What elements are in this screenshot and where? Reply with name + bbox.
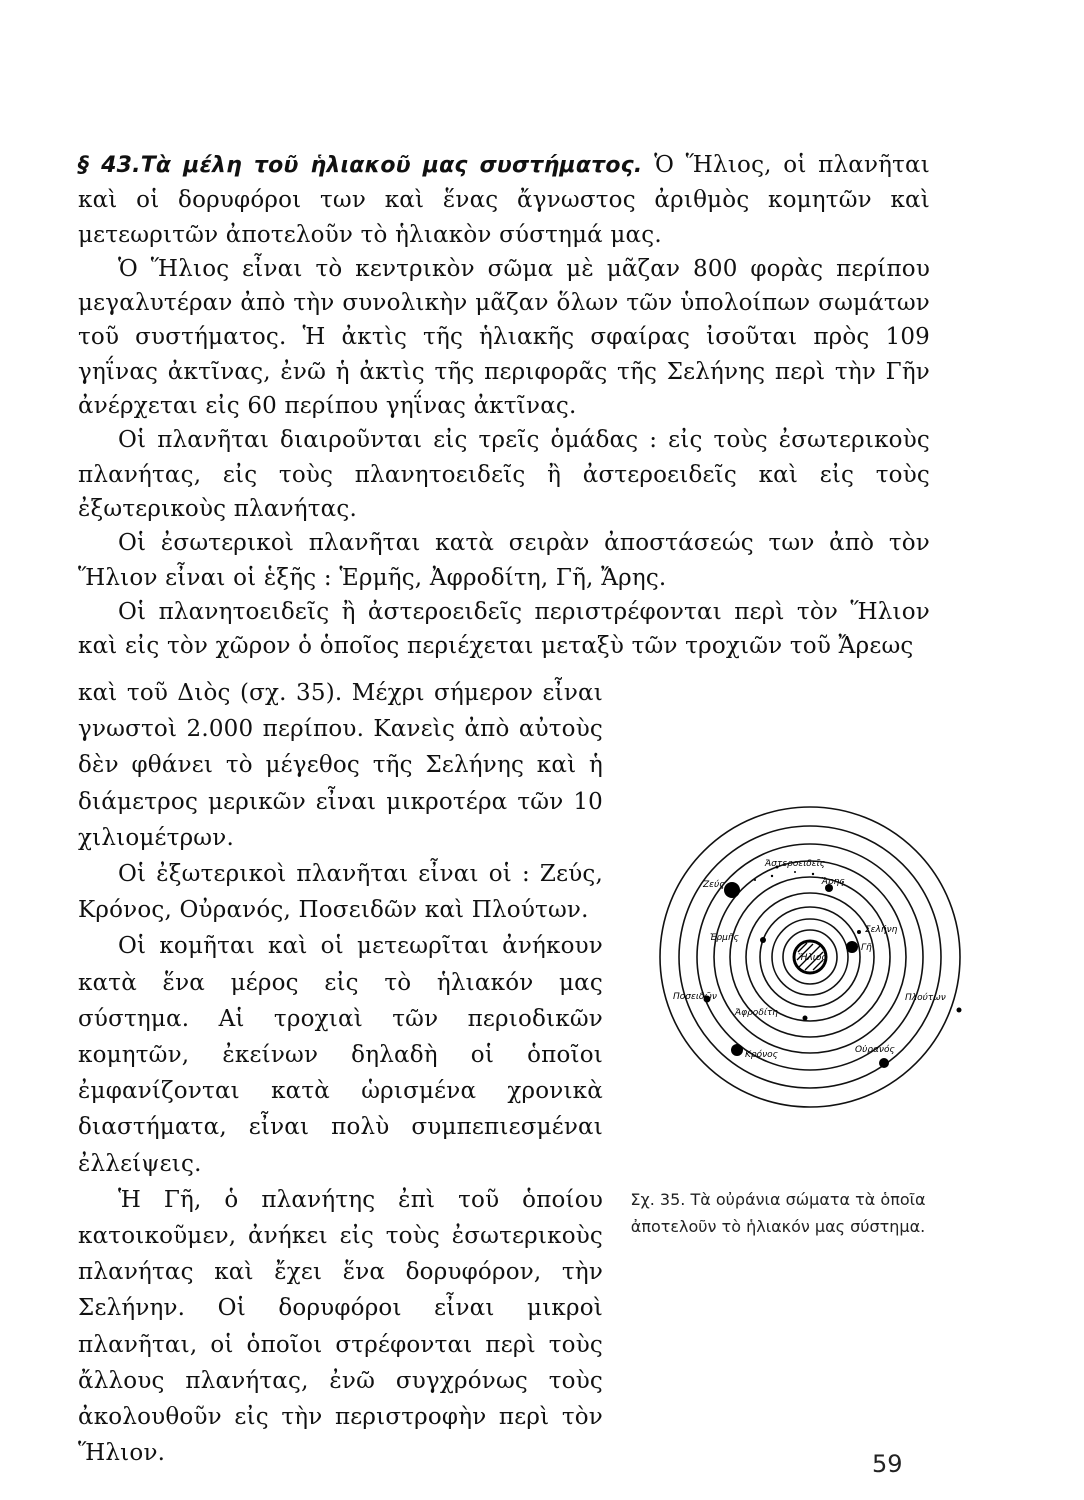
label-hermes: Ἑρμῆς: [710, 933, 739, 943]
paragraph-3: Οἱ πλανῆται διαιροῦνται εἰς τρεῖς ὁμάδας : εἰς τοὺς ἐσωτερικοὺς πλανήτας, εἰς τοὺς πλανητοειδεῖς ἢ ἀστεροειδεῖς καὶ εἰς τοὺς ἐξωτερικοὺς πλανήτας.: [78, 427, 930, 522]
saturn-icon: [731, 1044, 743, 1056]
mercury-icon: [760, 937, 766, 943]
label-ares: Ἄρης: [821, 877, 845, 887]
solar-system-diagram: [655, 802, 965, 1112]
paragraph-5-continued: καὶ τοῦ Διὸς (σχ. 35). Μέχρι σήμερον εἶναι γνωστοὶ 2.000 περίπου. Κανεὶς ἀπὸ αὐτοὺς δὲν φθάνει τὸ μέγεθος τῆς Σελήνης καὶ ἡ διάμετρος μερικῶν εἶναι μικροτέρα τῶν 10 χιλιομέτρων.: [78, 680, 603, 851]
venus-icon: [803, 1016, 808, 1021]
label-ouranos: Οὐρανός: [855, 1045, 895, 1055]
paragraph-7: Οἱ κομῆται καὶ οἱ μετεωρῖται ἀνήκουν κατὰ ἕνα μέρος εἰς τὸ ἡλιακόν μας σύστημα. Αἱ τροχιαὶ τῶν περιοδικῶν κομητῶν, ἐκείνων δηλαδὴ οἱ ὁποῖοι ἐμφανίζονται κατὰ ὡρισμένα χρονικὰ διαστήματα, εἶναι πολὺ συμπεπιεσμέναι ἐλλείψεις.: [78, 933, 603, 1177]
section-title: Τὰ μέλη τοῦ ἡλιακοῦ μας συστήματος.: [140, 153, 643, 178]
label-aphrodite: Ἀφροδίτη: [735, 1008, 778, 1018]
paragraph-4: Οἱ ἐσωτερικοὶ πλανῆται κατὰ σειρὰν ἀποστάσεώς των ἀπὸ τὸν Ἥλιον εἶναι οἱ ἑξῆς : Ἑρμῆς, Ἀφροδίτη, Γῆ, Ἄρης.: [78, 530, 930, 591]
full-width-text-block: [78, 148, 930, 663]
jupiter-icon: [724, 882, 740, 898]
section-number: § 43.: [78, 153, 141, 178]
label-poseidon: Ποσειδῶν: [673, 992, 717, 1002]
solar-system-figure: [655, 802, 965, 1112]
paragraph-1-text: Ὁ Ἥλιος, οἱ πλανῆται καὶ οἱ δορυφόροι των καὶ ἕνας ἄγνωστος ἀριθμὸς κομητῶν καὶ μετεωριτῶν ἀποτελοῦν τὸ ἡλιακὸν σύστημά μας.: [78, 152, 930, 248]
paragraph-6: Οἱ ἐξωτερικοὶ πλανῆται εἶναι οἱ : Ζεύς, Κρόνος, Οὐρανός, Ποσειδῶν καὶ Πλούτων.: [78, 861, 603, 924]
label-selene: Σελήνη: [865, 925, 898, 935]
narrow-text-column: [78, 675, 603, 1471]
label-kronos: Κρόνος: [745, 1050, 778, 1060]
page-number: 59: [872, 1450, 903, 1478]
label-pluto: Πλούτων: [905, 993, 946, 1003]
paragraph-5-start: Οἱ πλανητοειδεῖς ἢ ἀστεροειδεῖς περιστρέφονται περὶ τὸν Ἥλιον καὶ εἰς τὸν χῶρον ὁ ὁποῖος περιέχεται μεταξὺ τῶν τροχιῶν τοῦ Ἄρεως: [78, 598, 930, 660]
pluto-icon: [957, 1008, 962, 1013]
paragraph-2: Ὁ Ἥλιος εἶναι τὸ κεντρικὸν σῶμα μὲ μᾶζαν 800 φορὰς περίπου μεγαλυτέραν ἀπὸ τὴν συνολικὴν μᾶζαν ὅλων τῶν ὑπολοίπων σωμάτων τοῦ συστήματος. Ἡ ἀκτὶς τῆς ἡλιακῆς σφαίρας ἰσοῦται πρὸς 109 γηΐνας ἀκτῖνας, ἐνῶ ἡ ἀκτὶς τῆς περιφορᾶς τῆς Σελήνης περὶ τὴν Γῆν ἀνέρχεται εἰς 60 περίπου γηΐνας ἀκτῖνας.: [78, 255, 930, 420]
label-ge: Γῆ: [861, 943, 872, 953]
label-asteroids: Ἀστεροειδεῖς: [765, 859, 825, 869]
label-sun: Ἥλιος: [798, 953, 827, 963]
uranus-icon: [879, 1058, 889, 1068]
moon-icon: [857, 930, 861, 934]
paragraph-1: [78, 148, 930, 252]
earth-icon: [846, 941, 858, 953]
figure-caption: Σχ. 35. Τὰ οὐράνια σώματα τὰ ὁποῖα ἀποτελοῦν τὸ ἡλιακόν μας σύστημα.: [630, 1190, 926, 1236]
paragraph-8: Ἡ Γῆ, ὁ πλανήτης ἐπὶ τοῦ ὁποίου κατοικοῦμεν, ἀνήκει εἰς τοὺς ἐσωτερικοὺς πλανήτας καὶ ἔχει ἕνα δορυφόρον, τὴν Σελήνην. Οἱ δορυφόροι εἶναι μικροὶ πλανῆται, οἱ ὁποῖοι στρέφονται περὶ τοὺς ἄλλους πλανήτας, ἐνῶ συγχρόνως τοὺς ἀκολουθοῦν εἰς τὴν περιστροφὴν περὶ τὸν Ἥλιον.: [78, 1186, 603, 1467]
label-zeus: Ζεύς: [703, 880, 725, 890]
